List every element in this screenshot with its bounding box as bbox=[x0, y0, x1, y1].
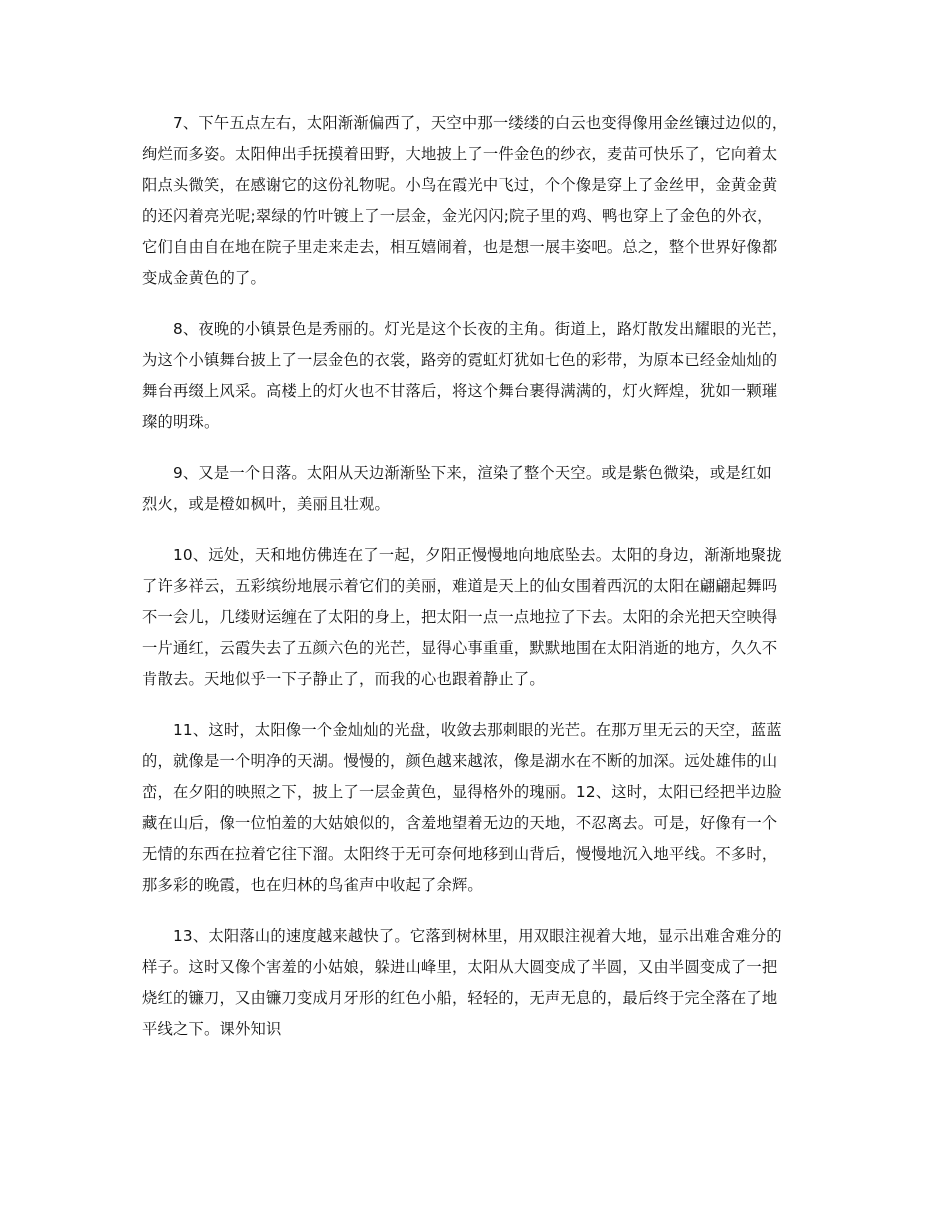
paragraph-10 bbox=[142, 540, 810, 695]
text-line: 11、这时，太阳像一个金灿灿的光盘，收敛去那刺眼的光芒。在那万里无云的天空，蓝蓝 bbox=[173, 721, 782, 739]
text-line: 为这个小镇舞台披上了一层金色的衣裳，路旁的霓虹灯犹如七色的彩带，为原本已经金灿灿的 bbox=[142, 351, 778, 369]
text-line: 平线之下。课外知识 bbox=[142, 1020, 282, 1038]
text-line: 它们自由自在地在院子里走来走去，相互嬉闹着，也是想一展丰姿吧。总之，整个世界好像都 bbox=[142, 238, 778, 256]
text-line: 舞台再缀上风采。高楼上的灯火也不甘落后，将这个舞台裹得满满的，灯火辉煌，犹如一颗璀 bbox=[142, 382, 778, 400]
text-line: 10、远处，天和地仿佛连在了一起，夕阳正慢慢地向地底坠去。太阳的身边，渐渐地聚拢 bbox=[173, 546, 782, 564]
document-body bbox=[142, 108, 810, 1065]
text-line: 峦，在夕阳的映照之下，披上了一层金黄色，显得格外的瑰丽。12、这时，太阳已经把半边脸 bbox=[142, 783, 782, 801]
text-line: 一片通红，云霞失去了五颜六色的光芒，显得心事重重，默默地围在太阳消逝的地方，久久不 bbox=[142, 639, 778, 657]
text-line: 藏在山后，像一位怕羞的大姑娘似的，含羞地望着无边的天地，不忍离去。可是，好像有一个 bbox=[142, 814, 778, 832]
paragraph-11 bbox=[142, 715, 810, 901]
text-line: 的，就像是一个明净的天湖。慢慢的，颜色越来越浓，像是湖水在不断的加深。远处雄伟的山 bbox=[142, 752, 778, 770]
text-line: 那多彩的晚霞，也在归林的鸟雀声中收起了余辉。 bbox=[142, 876, 483, 894]
text-line: 的还闪着亮光呢;翠绿的竹叶镀上了一层金，金光闪闪;院子里的鸡、鸭也穿上了金色的外衣， bbox=[142, 207, 773, 225]
text-line: 肯散去。天地似乎一下子静止了，而我的心也跟着静止了。 bbox=[142, 670, 545, 688]
text-line: 样子。这时又像个害羞的小姑娘，躲进山峰里，太阳从大圆变成了半圆，又由半圆变成了一把 bbox=[142, 958, 778, 976]
paragraph-7 bbox=[142, 108, 810, 294]
text-line: 8、夜晚的小镇景色是秀丽的。灯光是这个长夜的主角。街道上，路灯散发出耀眼的光芒， bbox=[173, 320, 788, 338]
text-line: 了许多祥云，五彩缤纷地展示着它们的美丽，难道是天上的仙女围着西沉的太阳在翩翩起舞吗 bbox=[142, 577, 778, 595]
text-line: 烈火，或是橙如枫叶，美丽且壮观。 bbox=[142, 495, 390, 513]
text-line: 璨的明珠。 bbox=[142, 413, 220, 431]
text-line: 13、太阳落山的速度越来越快了。它落到树林里，用双眼注视着大地，显示出难舍难分的 bbox=[173, 927, 782, 945]
text-line: 烧红的镰刀，又由镰刀变成月牙形的红色小船，轻轻的，无声无息的，最后终于完全落在了地 bbox=[142, 989, 778, 1007]
text-line: 9、又是一个日落。太阳从天边渐渐坠下来，渲染了整个天空。或是紫色微染，或是红如 bbox=[173, 464, 772, 482]
text-line: 不一会儿，几缕财运缠在了太阳的身上，把太阳一点一点地拉了下去。太阳的余光把天空映得 bbox=[142, 608, 778, 626]
paragraph-9 bbox=[142, 458, 810, 520]
text-line: 绚烂而多姿。太阳伸出手抚摸着田野，大地披上了一件金色的纱衣，麦苗可快乐了，它向着太 bbox=[142, 145, 778, 163]
text-line: 阳点头微笑，在感谢它的这份礼物呢。小鸟在霞光中飞过，个个像是穿上了金丝甲，金黄金黄 bbox=[142, 176, 778, 194]
text-line: 变成金黄色的了。 bbox=[142, 269, 266, 287]
text-line: 7、下午五点左右，太阳渐渐偏西了，天空中那一缕缕的白云也变得像用金丝镶过边似的， bbox=[173, 114, 788, 132]
text-line: 无情的东西在拉着它往下溜。太阳终于无可奈何地移到山背后，慢慢地沉入地平线。不多时， bbox=[142, 845, 778, 863]
paragraph-8 bbox=[142, 314, 810, 438]
paragraph-13 bbox=[142, 921, 810, 1045]
